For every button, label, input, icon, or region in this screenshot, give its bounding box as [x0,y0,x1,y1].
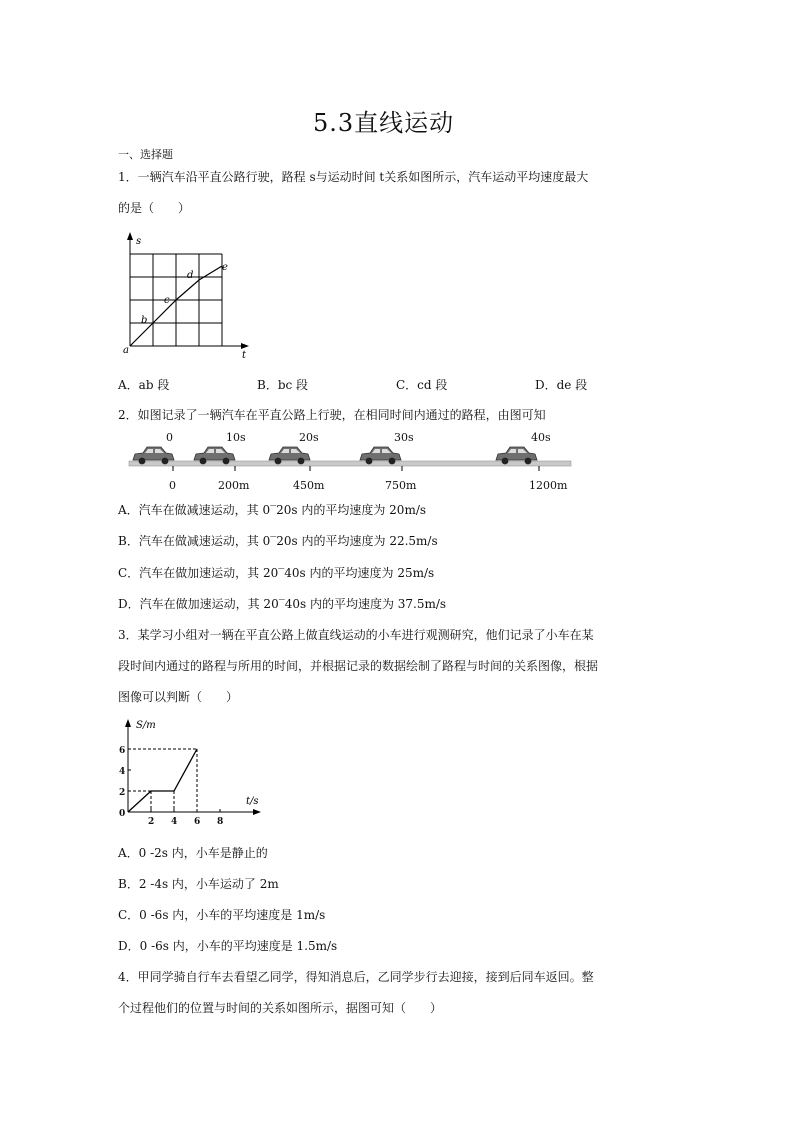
q2-time-20: 20s [299,431,319,444]
q3-y-label: S/m [136,720,156,731]
q1-point-a: a [123,345,129,356]
q2-time-0: 0 [166,431,173,444]
q3-y-tick: 2 [119,788,126,798]
q1-point-e: e [222,262,228,273]
q2-dist-450: 450m [293,479,325,492]
q1-option-c: C．cd 段 [396,378,448,392]
q1-point-c: c [164,295,170,306]
q2-dist-200: 200m [218,479,250,492]
q3-text-line3: 图像可以判断（ ） [118,690,239,704]
q2-option-b: B．汽车在做减速运动，其 0‾20s 内的平均速度为 22.5m/s [118,534,438,548]
q2-dist-0: 0 [169,479,176,492]
q3-origin: 0 [119,809,126,819]
q4-text-line2: 个过程他们的位置与时间的关系如图所示，据图可知（ ） [118,1001,443,1015]
q1-point-b: b [141,315,148,326]
q2-time-40: 40s [531,431,551,444]
q3-option-a: A．0 -2s 内，小车是静止的 [118,846,268,860]
q1-text-line1: 1．一辆汽车沿平直公路行驶，路程 s与运动时间 t关系如图所示，汽车运动平均速度最大 [118,170,589,184]
q2-option-d: D．汽车在做加速运动，其 20‾40s 内的平均速度为 37.5m/s [118,597,447,611]
q2-option-a: A．汽车在做减速运动，其 0‾20s 内的平均速度为 20m/s [118,503,427,517]
q2-time-10: 10s [226,431,246,444]
q3-x-tick: 8 [217,817,224,826]
q1-point-d: d [187,270,194,281]
q1-option-b: B．bc 段 [257,378,309,392]
page-title [313,103,454,138]
q2-dist-750: 750m [385,479,417,492]
q3-data-line [128,749,197,812]
q1-st-graph [118,228,253,360]
q2-option-c: C．汽车在做加速运动，其 20‾40s 内的平均速度为 25m/s [118,566,435,580]
q2-dist-1200: 1200m [529,479,568,492]
q2-time-30: 30s [394,431,414,444]
q3-x-tick: 6 [194,817,201,826]
q1-option-a: A．ab 段 [118,378,170,392]
section-heading: 一、选择题 [118,148,173,161]
q4-text-line1: 4．甲同学骑自行车去看望乙同学，得知消息后，乙同学步行去迎接，接到后同车返回。整 [118,970,594,984]
q3-option-d: D．0 -6s 内，小车的平均速度是 1.5m/s [118,939,338,953]
q1-option-d: D．de 段 [535,378,588,392]
q2-text: 2．如图记录了一辆汽车在平直公路上行驶，在相同时间内通过的路程，由图可知 [118,408,546,422]
q3-x-label: t/s [246,796,259,807]
page-title-text: 5.3直线运动 [313,109,455,137]
q3-text-line1: 3．某学习小组对一辆在平直公路上做直线运动的小车进行观测研究，他们记录了小车在某 [118,628,594,642]
q1-axis-t: t [242,350,247,360]
q3-option-c: C．0 -6s 内，小车的平均速度是 1m/s [118,908,326,922]
q3-text-line2: 段时间内通过的路程与所用的时间，并根据记录的数据绘制了路程与时间的关系图像，根据 [118,659,599,673]
q3-x-tick: 4 [171,817,178,826]
q3-option-b: B．2 -4s 内，小车运动了 2m [118,877,279,891]
q2-road-figure [125,428,575,496]
q3-y-tick: 4 [119,767,126,777]
q3-x-tick: 2 [148,817,155,826]
q3-y-tick: 6 [119,746,126,756]
q3-st-graph [116,716,266,826]
q1-text-line2: 的是（ ） [118,201,191,215]
q1-axis-s: s [136,236,142,247]
